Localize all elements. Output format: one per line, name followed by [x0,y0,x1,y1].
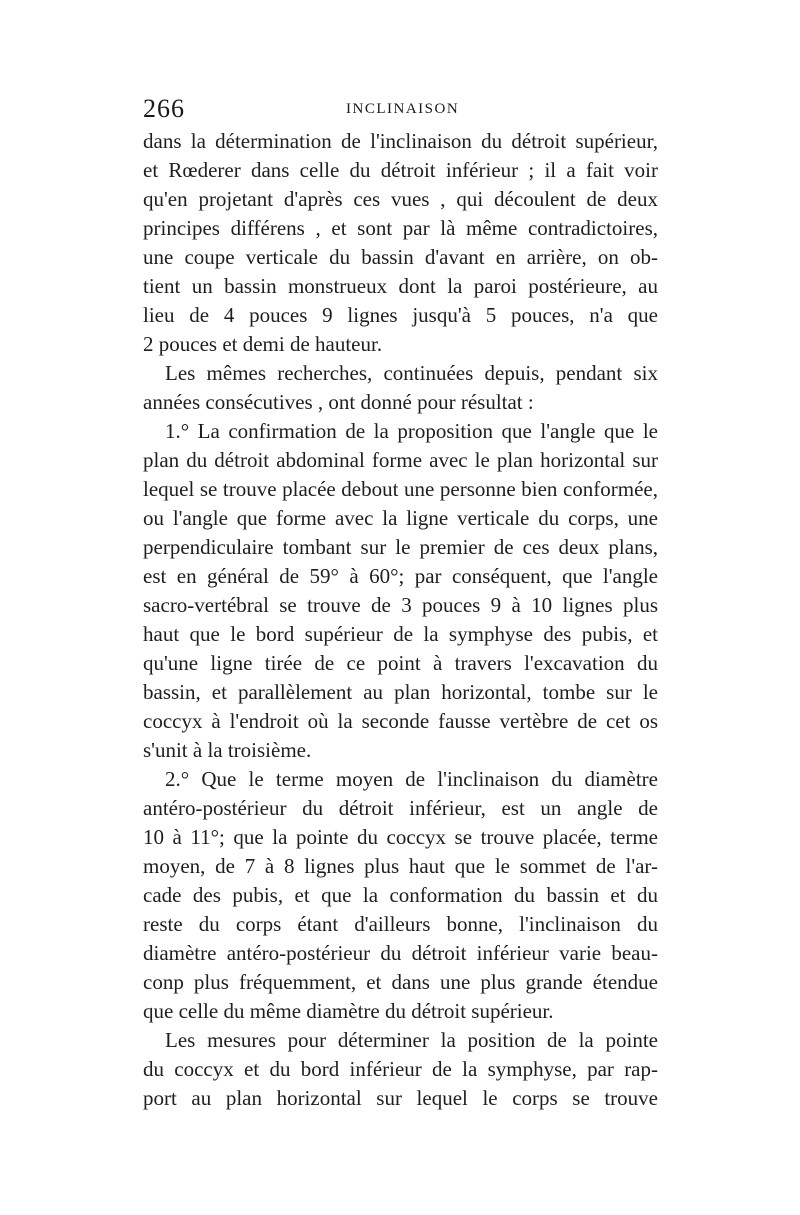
text-line: bassin, et parallèlement au plan horizontal, tombe sur le [143,680,658,704]
running-head: INCLINAISON [346,101,460,117]
text-line: haut que le bord supérieur de la symphyse des pubis, et [143,622,658,646]
text-line: 2.° Que le terme moyen de l'inclinaison du diamètre [165,767,658,791]
text-line: qu'en projetant d'après ces vues , qui découlent de deux [143,187,658,211]
text-line: ou l'angle que forme avec la ligne verticale du corps, une [143,506,658,530]
text-line: Les mesures pour déterminer la position de la pointe [165,1028,658,1052]
page-number: 266 [143,94,185,123]
text-line: perpendiculaire tombant sur le premier de ces deux plans, [143,535,658,559]
text-line: conp plus fréquemment, et dans une plus grande étendue [143,970,658,994]
text-line: s'unit à la troisième. [143,738,312,762]
text-line: 10 à 11°; que la pointe du coccyx se trouve placée, terme [143,825,658,849]
page-header [143,94,658,124]
text-line: principes différens , et sont par là même contradictoires, [143,216,658,240]
text-line: Les mêmes recherches, continuées depuis, pendant six [165,361,658,385]
text-line: reste du corps étant d'ailleurs bonne, l'inclinaison du [143,912,658,936]
text-line: diamètre antéro-postérieur du détroit inférieur varie beau- [143,941,658,965]
text-line: 1.° La confirmation de la proposition que l'angle que le [165,419,658,443]
text-line: cade des pubis, et que la conformation du bassin et du [143,883,658,907]
text-line: que celle du même diamètre du détroit supérieur. [143,999,554,1023]
text-line: qu'une ligne tirée de ce point à travers l'excavation du [143,651,658,675]
text-line: et Rœderer dans celle du détroit inférieur ; il a fait voir [143,158,658,182]
text-line: lequel se trouve placée debout une personne bien conformée, [143,477,658,501]
text-line: lieu de 4 pouces 9 lignes jusqu'à 5 pouces, n'a que [143,303,658,327]
text-line: moyen, de 7 à 8 lignes plus haut que le sommet de l'ar- [143,854,658,878]
text-line: plan du détroit abdominal forme avec le plan horizontal sur [143,448,658,472]
text-line: 2 pouces et demi de hauteur. [143,332,383,356]
text-line: tient un bassin monstrueux dont la paroi postérieure, au [143,274,658,298]
text-line: est en général de 59° à 60°; par conséquent, que l'angle [143,564,658,588]
text-line: du coccyx et du bord inférieur de la symphyse, par rap- [143,1057,658,1081]
text-line: sacro-vertébral se trouve de 3 pouces 9 à 10 lignes plus [143,593,658,617]
text-line: antéro-postérieur du détroit inférieur, est un angle de [143,796,658,820]
text-line: une coupe verticale du bassin d'avant en arrière, on ob- [143,245,658,269]
text-line: coccyx à l'endroit où la seconde fausse vertèbre de cet os [143,709,658,733]
text-line: années consécutives , ont donné pour résultat : [143,390,534,414]
text-line: dans la détermination de l'inclinaison du détroit supérieur, [143,129,658,153]
body-text [143,127,658,1113]
text-line: port au plan horizontal sur lequel le corps se trouve [143,1086,658,1110]
